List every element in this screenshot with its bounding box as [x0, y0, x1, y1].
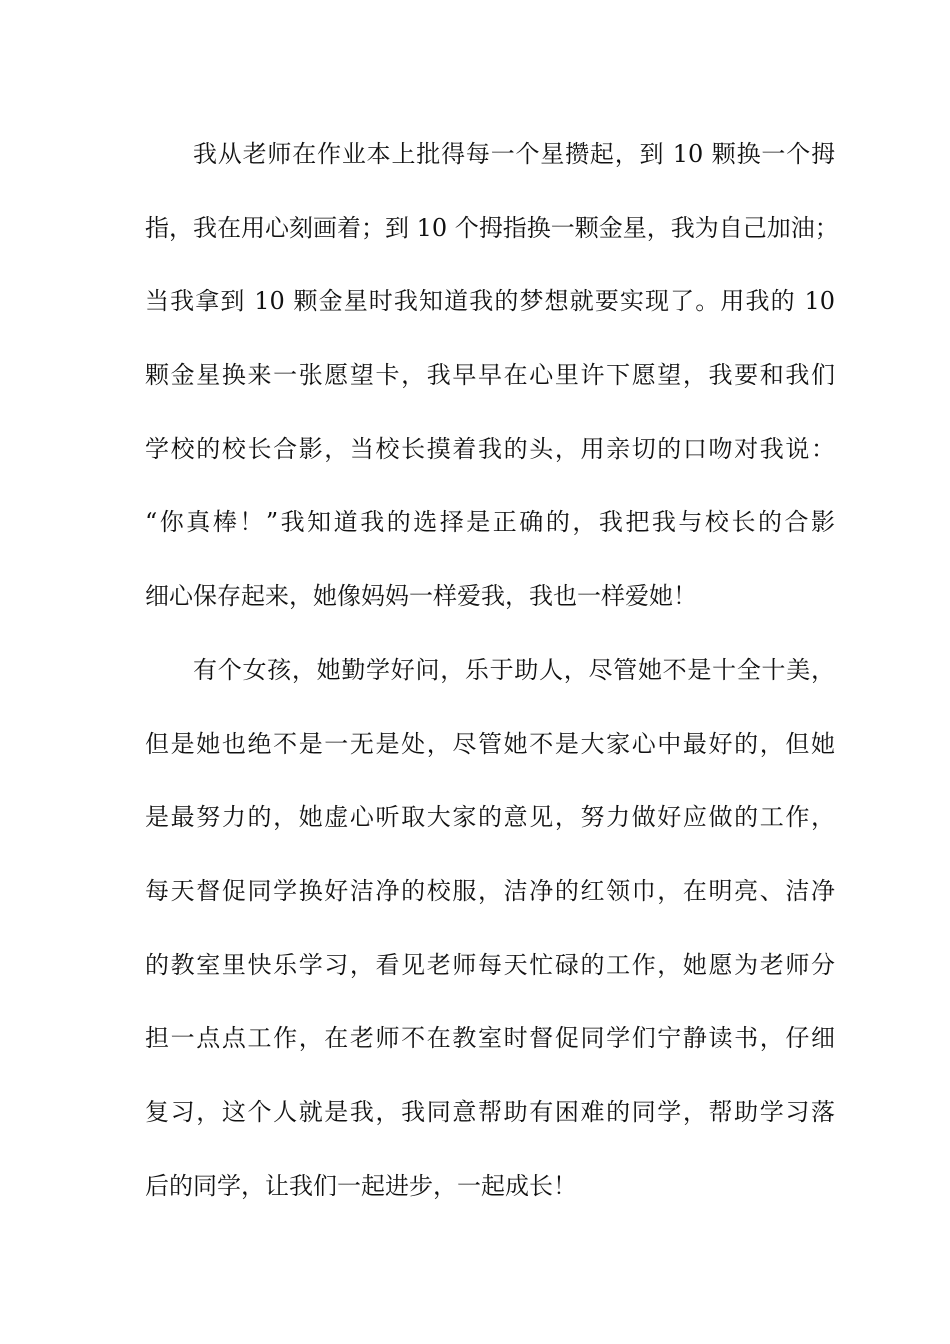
- document-body: [145, 118, 839, 1223]
- text-line: 是最努力的，她虚心听取大家的意见，努力做好应做的工作，: [145, 803, 835, 832]
- text-line: 复习，这个人就是我，我同意帮助有困难的同学，帮助学习落: [145, 1097, 835, 1126]
- paragraph-2: [145, 634, 835, 1224]
- paragraph-1: [145, 118, 839, 634]
- text-line: 担一点点工作，在老师不在教室时督促同学们宁静读书，仔细: [145, 1024, 835, 1053]
- text-line: 学校的校长合影，当校长摸着我的头，用亲切的口吻对我说：: [145, 434, 835, 463]
- text-line: 细心保存起来，她像妈妈一样爱我，我也一样爱她！: [145, 582, 697, 611]
- text-line: 指，我在用心刻画着；到 10 个拇指换一颗金星，我为自己加油；: [145, 213, 839, 242]
- text-line: 但是她也绝不是一无是处，尽管她不是大家心中最好的，但她: [145, 729, 835, 758]
- text-line: 我从老师在作业本上批得每一个星攒起，到 10 颗换一个拇: [193, 140, 835, 168]
- text-line: 当我拿到 10 颗金星时我知道我的梦想就要实现了。用我的 10: [145, 287, 835, 316]
- text-line: 的教室里快乐学习，看见老师每天忙碌的工作，她愿为老师分: [145, 950, 835, 979]
- text-line: 有个女孩，她勤学好问，乐于助人，尽管她不是十全十美，: [193, 655, 835, 684]
- text-line: “你真棒！”我知道我的选择是正确的，我把我与校长的合影: [145, 508, 835, 537]
- text-line: 后的同学，让我们一起进步，一起成长！: [145, 1171, 577, 1200]
- text-line: 每天督促同学换好洁净的校服，洁净的红领巾，在明亮、洁净: [145, 876, 835, 905]
- text-line: 颗金星换来一张愿望卡，我早早在心里许下愿望，我要和我们: [145, 361, 835, 390]
